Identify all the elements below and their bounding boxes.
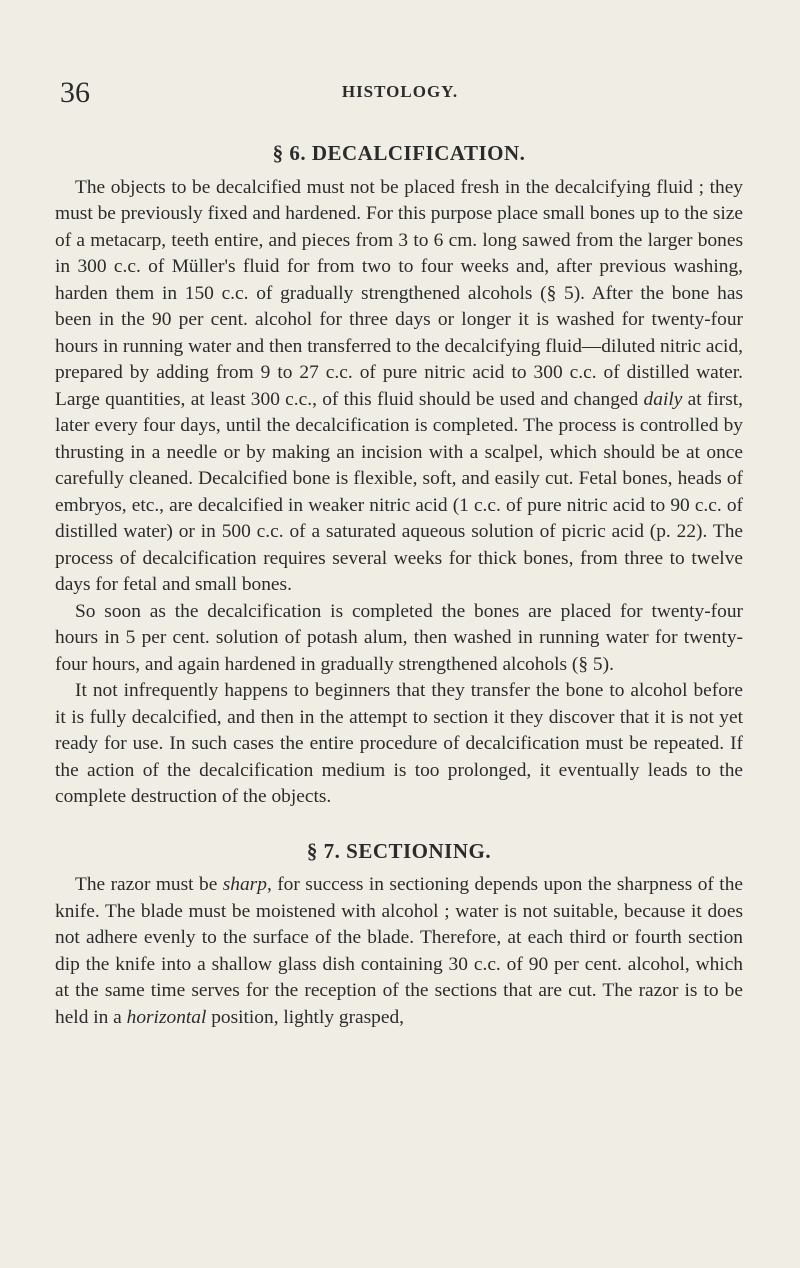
emphasis-text: horizontal — [126, 1006, 207, 1028]
text-run: It not infrequently happens to beginners that they transfer the bone to alcohol before it is fully decalcified, and then in the attempt to section it they discover that it is not yet ready for use. In such cases the entire procedure of decalcification must be repeated. If the action of the decalcification medium is too prolonged, it eventually leads to the complete destruction of the objects. — [55, 680, 743, 807]
emphasis-text: sharp — [222, 874, 267, 895]
text-run: position, lightly grasped, — [206, 1006, 405, 1028]
emphasis-text: daily — [643, 388, 683, 410]
page-number: 36 — [60, 76, 90, 109]
section-heading-decalcification: § 6. DECALCIFICATION. — [272, 141, 526, 165]
text-run: , for success in sectioning depends upon the sharpness of the knife. The blade must be moistened with alcohol ; water is not suitable, because it does not adhere evenly to the surface of the blade. Therefore, at each third or fourth section dip the knife into a shallow glass dish containing 30 c.c. of 90 per cent. alcohol, which at the same time serves for the reception of the sections that are cut. The razor is to be held in a — [55, 874, 743, 1028]
text-run: The objects to be decalcified must not be placed fresh in the decalcifying fluid ; they must be previously fixed and hardened. For this purpose place small bones up to the size of a metacarp, teeth entire, and pieces from 3 to 6 cm. long sawed from the larger bones in 300 c.c. of Müller's fluid for from two to four weeks and, after previous washing, harden them in 150 c.c. of gradually strengthened alcohols (§ 5). After the bone has been in the 90 per cent. alcohol for three days or longer it is washed for twenty-four hours in running water and then transferred to the decalcifying fluid—diluted nitric acid, prepared by adding from 9 to 27 c.c. of pure nitric acid to 300 c.c. of distilled water. Large quantities, at least 300 c.c., of this fluid should be used and changed — [55, 176, 743, 410]
text-run: So soon as the decalcification is completed the bones are placed for twenty-four hours in 5 per cent. solution of potash alum, then washed in running water for twenty-four hours, and again hardened in gradually strengthened alcohols (§ 5). — [55, 600, 743, 675]
paragraph — [55, 872, 743, 1031]
section-heading-sectioning: § 7. SECTIONING. — [306, 838, 492, 863]
page-header — [60, 76, 740, 110]
text-run: The razor must be — [75, 874, 223, 895]
paragraph — [55, 175, 743, 599]
page-body — [55, 140, 743, 1031]
paragraph — [55, 678, 743, 811]
paragraph — [55, 599, 743, 679]
text-run: at first, later every four days, until the decalcification is completed. The process is controlled by thrusting in a needle or by making an incision with a scalpel, which should be at once carefully cleaned. Decalcified bone is flexible, soft, and easily cut. Fetal bones, heads of embryos, etc., are decalcified in weaker nitric acid (1 c.c. of pure nitric acid to 90 c.c. of distilled water) or in 500 c.c. of a saturated aqueous solution of picric acid (p. 22). The process of decalcification requires several weeks for thick bones, from three to twelve days for fetal and small bones. — [55, 388, 743, 595]
running-head: HISTOLOGY. — [341, 82, 459, 101]
